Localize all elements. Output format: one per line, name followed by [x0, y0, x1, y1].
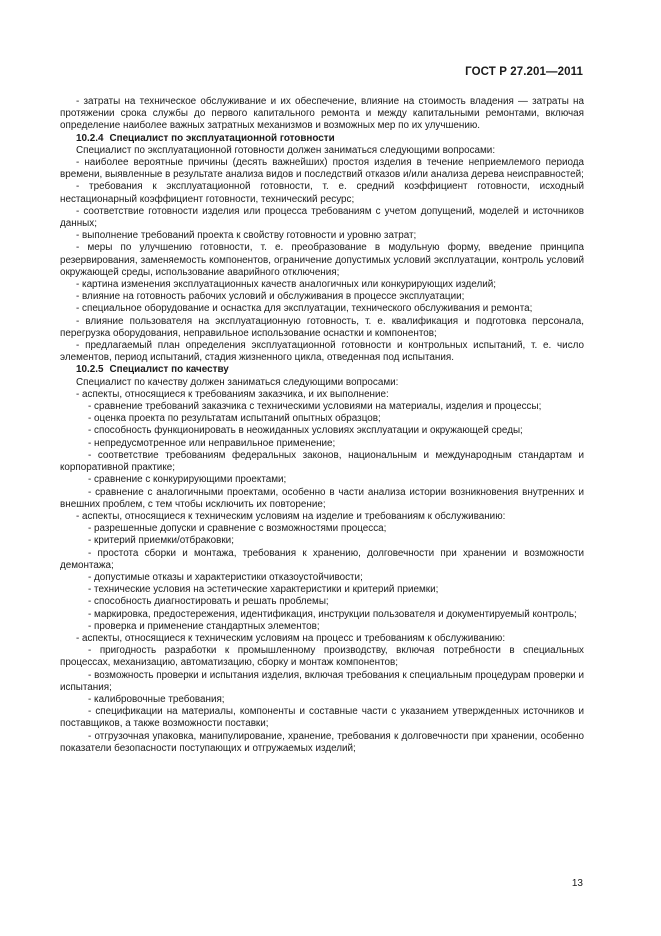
list-item: - проверка и применение стандартных элементов;	[88, 620, 320, 632]
list-item: - соответствие требованиям федеральных законов, национальным и международным стандартам и корпоративной практике;	[60, 449, 584, 474]
section-heading	[60, 364, 584, 376]
standard-header: ГОСТ Р 27.201—2011	[465, 66, 583, 78]
list-item: - калибровочные требования;	[88, 693, 225, 705]
list-item: - наиболее вероятные причины (десять важнейших) простоя изделия в течение неприемлемого периода времени, выявленные в результате анализа видов и последствий отказов и/или анализа дерева неисправностей;	[60, 157, 584, 181]
list-item: - сравнение с конкурирующими проектами;	[88, 474, 287, 486]
list-item: - аспекты, относящиеся к техническим условиям на изделие и требованиям к обслуживанию:	[76, 510, 506, 522]
list-item: - непредусмотренное или неправильное применение;	[88, 437, 336, 449]
list-item: - аспекты, относящиеся к техническим условиям на процесс и требованиям к обслуживанию:	[76, 632, 506, 644]
list-item: - спецификации на материалы, компоненты и составные части с указанием утвержденных источников и поставщиков, а также возможности поставки;	[60, 706, 584, 730]
list-item: - затраты на техническое обслуживание и их обеспечение, влияние на стоимость владения — затраты на протяжении срока службы до первого капитального ремонта и между капитальными ремонтами, включая определение наиболее важных затратных механизмов и возможных мер по их улучшению.	[60, 96, 584, 132]
paragraph: Специалист по эксплуатационной готовности должен заниматься следующими вопросами:	[76, 144, 496, 156]
list-item: - аспекты, относящиеся к требованиям заказчика, и их выполнение:	[76, 388, 389, 400]
list-item: - требования к эксплуатационной готовности, т. е. средний коэффициент готовности, исходный нестационарный коэффициент готовности, технический ресурс;	[60, 181, 584, 205]
list-item: - влияние на готовность рабочих условий и обслуживания в процессе эксплуатации;	[76, 291, 465, 303]
section-number: 10.2.5	[76, 364, 104, 376]
section-heading	[60, 133, 584, 145]
list-item: - выполнение требований проекта к свойству готовности и уровню затрат;	[76, 230, 417, 242]
list-item: - простота сборки и монтажа, требования к хранению, долговечности при хранении и возможности демонтажа;	[60, 547, 584, 571]
paragraph: Специалист по качеству должен заниматься следующими вопросами:	[76, 376, 399, 388]
list-item: - картина изменения эксплуатационных качеств аналогичных или конкурирующих изделий;	[76, 279, 496, 291]
list-item: - предлагаемый план определения эксплуатационной готовности и контрольных испытаний, т. е. число элементов, период испытаний, стадия жизненного цикла, отведенная под испытания.	[60, 340, 584, 364]
list-item: - способность диагностировать и решать проблемы;	[88, 596, 329, 608]
section-title: Специалист по эксплуатационной готовности	[109, 132, 335, 144]
list-item: - пригодность разработки к промышленному производству, включая потребности в специальных процессах, механизацию, автоматизацию, сборку и монтаж компонентов;	[60, 645, 584, 669]
list-item: - допустимые отказы и характеристики отказоустойчивости;	[88, 571, 363, 583]
list-item: - способность функционировать в неожиданных условиях эксплуатации и окружающей среды;	[88, 425, 523, 437]
list-item: - оценка проекта по результатам испытаний опытных образцов;	[88, 413, 381, 425]
list-item: - технические условия на эстетические характеристики и критерий приемки;	[88, 584, 439, 596]
list-item: - влияние пользователя на эксплуатационную готовность, т. е. квалификация и подготовка персонала, перегрузка оборудования, неправильное использование оснастки и компонентов;	[60, 315, 584, 339]
list-item: - разрешенные допуски и сравнение с возможностями процесса;	[88, 523, 387, 535]
document-body	[60, 96, 584, 755]
page-number: 13	[571, 878, 583, 889]
section-number: 10.2.4	[76, 132, 104, 144]
list-item: - возможность проверки и испытания изделия, включая требования к специальным процедурам проверки и испытания;	[60, 669, 584, 693]
list-item: - меры по улучшению готовности, т. е. преобразование в модульную форму, введение принципа резервирования, заменяемость компонентов, ограничение допустимых условий эксплуатации, контроль условий окружающей среды, использование аварийного отключения;	[60, 242, 584, 278]
list-item: - маркировка, предостережения, идентификация, инструкции пользователя и документируемый контроль;	[88, 608, 577, 620]
list-item: - сравнение требований заказчика с техническими условиями на материалы, изделия и процессы;	[88, 401, 542, 413]
list-item: - сравнение с аналогичными проектами, особенно в части анализа истории возникновения внутренних и внешних проблем, с тем чтобы исключить их повторение;	[60, 486, 584, 510]
list-item: - критерий приемки/отбраковки;	[88, 535, 234, 547]
list-item: - соответствие готовности изделия или процесса требованиям с учетом допущений, моделей и источников данных;	[60, 205, 584, 230]
list-item: - специальное оборудование и оснастка для эксплуатации, технического обслуживания и ремонта;	[76, 303, 533, 315]
section-title: Специалист по качеству	[109, 364, 229, 376]
list-item: - отгрузочная упаковка, манипулирование, хранение, требования к долговечности при хранении, особенно показатели безопасности поступающих и отгружаемых изделий;	[60, 730, 584, 754]
